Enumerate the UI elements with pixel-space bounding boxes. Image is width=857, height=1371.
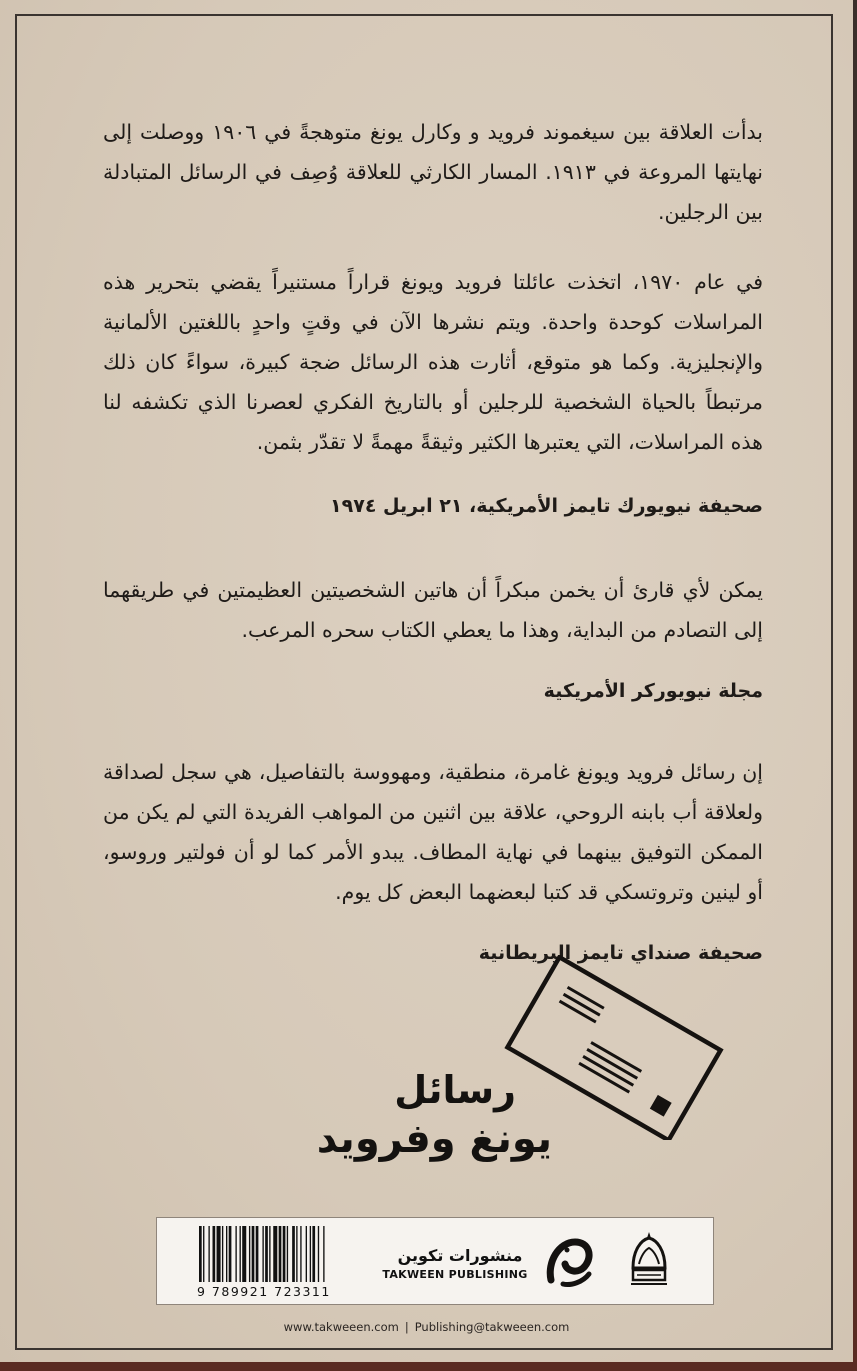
barcode — [197, 1226, 357, 1284]
barcode-bar — [229, 1226, 232, 1282]
barcode-bar — [296, 1226, 297, 1282]
paragraph-2: في عام ١٩٧٠، اتخذت عائلتا فرويد ويونغ قراراً مستنيراً يقضي بتحرير هذه المراسلات كوحدة واحدة. ويتم نشرها الآن في وقتٍ واحدٍ باللغتين الألمانية والإنجليزية. وكما هو متوقع، أثارت هذه الرسائل ضجة كبيرة، سواءً كان ذلك مرتبطاً بالحياة الشخصية للرجلين أو بالتاريخ الفكري لعصرنا الذي تكشفه لنا هذه المراسلات، التي يعتبرها الكثير وثيقةً مهمةً لا تقدّر بثمن. — [103, 270, 763, 454]
contact-separator: | — [404, 1320, 409, 1334]
barcode-bar — [318, 1226, 319, 1282]
publisher-name-latin: TAKWEEN PUBLISHING — [382, 1268, 528, 1281]
barcode-bar — [279, 1226, 282, 1282]
barcode-bar — [306, 1226, 307, 1282]
barcode-bar — [242, 1226, 246, 1282]
paragraph-1: بدأت العلاقة بين سيغموند فرويد و وكارل يونغ متوهجةً في ١٩٠٦ ووصلت إلى نهايتها المروعة في ١٩١٣. المسار الكارثي للعلاقة وُصِف في الرسائل المتبادلة بين الرجلين. — [103, 120, 763, 224]
barcode-digits: 9 789921 723311 — [197, 1284, 331, 1299]
email-link[interactable]: Publishing@takweeen.com — [414, 1320, 570, 1334]
barcode-bar — [235, 1226, 236, 1282]
barcode-bar — [287, 1226, 288, 1282]
paragraph-3: يمكن لأي قارئ أن يخمن مبكراً أن هاتين الشخصيتين العظيمتين في طريقهما إلى التصادم من البداية، وهذا ما يعطي الكتاب سحره المرعب. — [103, 578, 763, 642]
website-link[interactable]: www.takweeen.com — [283, 1320, 399, 1334]
barcode-bar — [240, 1226, 241, 1282]
barcode-bar — [265, 1226, 268, 1282]
barcode-bar — [283, 1226, 286, 1282]
barcode-bar — [273, 1226, 277, 1282]
barcode-bar — [262, 1226, 263, 1282]
barcode-bar — [256, 1226, 259, 1282]
source-sunday-times: صحيفة صنداي تايمز البريطانية — [478, 942, 763, 964]
envelope-icon — [500, 955, 730, 1140]
barcode-bar — [222, 1226, 223, 1282]
source-new-yorker: مجلة نيويوركر الأمريكية — [543, 680, 763, 702]
takween-logo-icon — [541, 1232, 597, 1296]
barcode-bar — [310, 1226, 311, 1282]
barcode-bar — [199, 1226, 202, 1282]
barcode-bar — [300, 1226, 301, 1282]
barcode-bar — [203, 1226, 204, 1282]
barcode-bar — [208, 1226, 209, 1282]
barcode-bar — [226, 1226, 227, 1282]
book-title-line-2: يونغ وفرويد — [316, 1116, 552, 1162]
barcode-bar — [249, 1226, 250, 1282]
dome-logo-icon — [627, 1228, 671, 1298]
barcode-bar — [252, 1226, 255, 1282]
barcode-bar — [323, 1226, 324, 1282]
book-title-line-1: رسائل — [394, 1068, 516, 1112]
paragraph-4: إن رسائل فرويد ويونغ غامرة، منطقية، ومهووسة بالتفاصيل، هي سجل لصداقة ولعلاقة أب بابنه الروحي، علاقة بين اثنين من المواهب الفريدة التي لم يكن من الممكن التوفيق بينهما في نهاية المطاف. يبدو الأمر كما لو أن فولتير وروسو، أو لينين وتروتسكي قد كتبا لبعضهما البعض كل يوم. — [103, 760, 763, 904]
barcode-bar — [269, 1226, 270, 1282]
barcode-bar — [213, 1226, 216, 1282]
publisher-name-arabic: منشورات تكوين — [397, 1246, 523, 1265]
barcode-bar — [312, 1226, 315, 1282]
barcode-panel — [156, 1217, 714, 1305]
barcode-bar — [217, 1226, 221, 1282]
barcode-bar — [292, 1226, 295, 1282]
contact-line — [0, 1320, 853, 1334]
source-new-york-times: صحيفة نيويورك تايمز الأمريكية، ٢١ ابريل ١٩٧٤ — [330, 495, 763, 517]
